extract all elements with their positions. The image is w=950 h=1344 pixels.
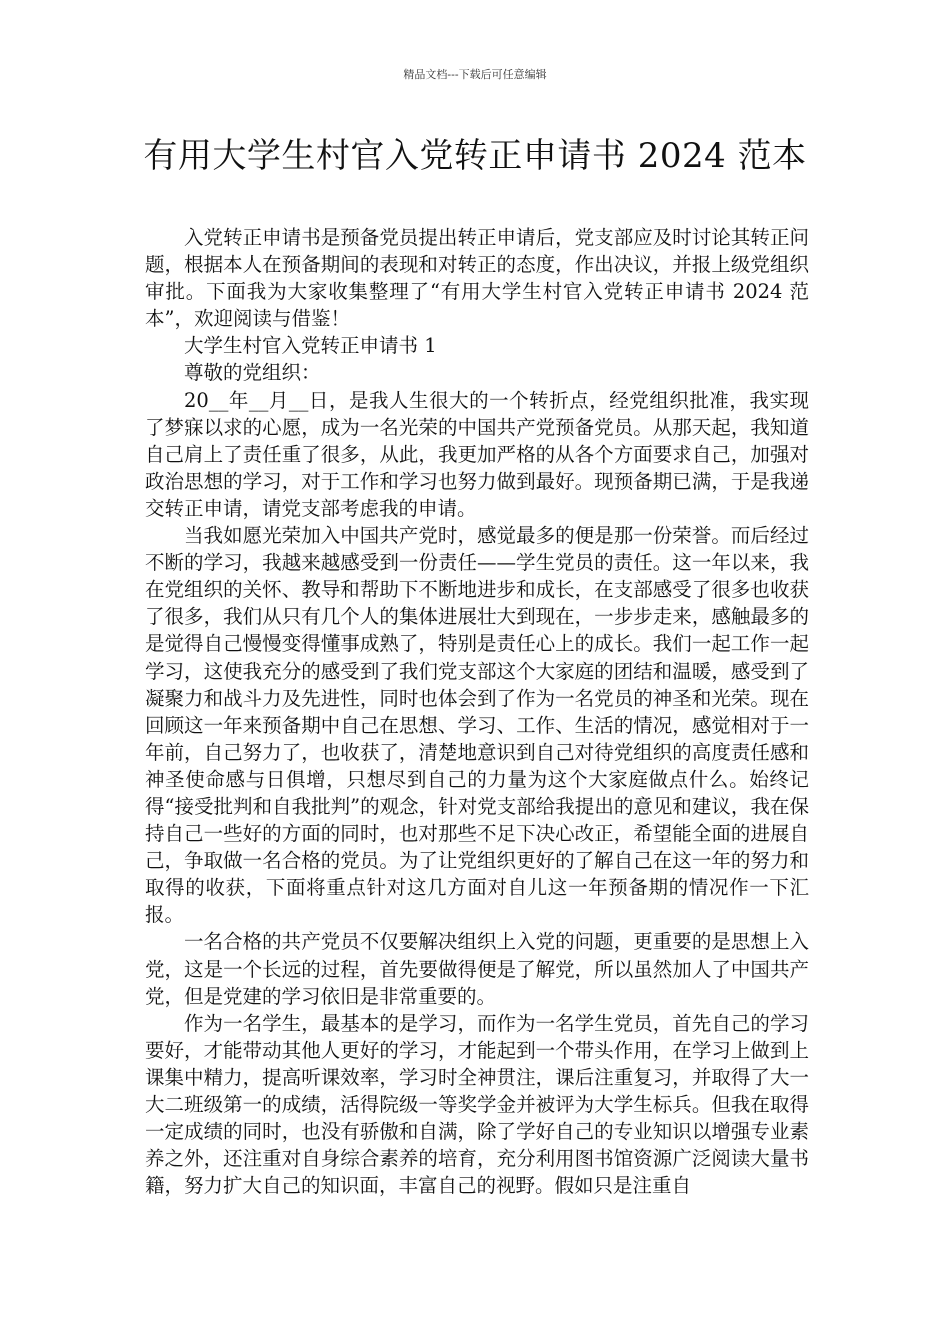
page-title: 有用大学生村官入党转正申请书 2024 范本 <box>143 136 807 176</box>
paragraph-salutation: 尊敬的党组织： <box>184 361 321 385</box>
paragraph-body: 作为一名学生，最基本的是学习，而作为一名学生党员，首先自己的学习要好，才能带动其他人更好的学习，才能起到一个带头作用，在学习上做到上课集中精力，提高听课效率，学习时全神贯注，课后注重复习，并取得了大一大二班级第一的成绩，活得院级一等奖学金并被评为大学生标兵。但我在取得一定成绩的同时，也没有骄傲和自满，除了学好自己的专业知识以增强专业素养之外，还注重对自身综合素养的培育，充分利用图书馆资源广泛阅读大量书籍，努力扩大自己的知识面，丰富自己的视野。假如只是注重自 <box>145 1011 809 1198</box>
header-note: 精品文档---下载后可任意编辑 <box>403 68 547 81</box>
paragraph-body: 当我如愿光荣加入中国共产党时，感觉最多的便是那一份荣誉。而后经过不断的学习，我越来越感受到一份责任——学生党员的责任。这一年以来，我在党组织的关怀、教导和帮助下不断地进步和成长，在支部感受了很多也收获了很多，我们从只有几个人的集体进展壮大到现在，一步步走来，感触最多的是觉得自己慢慢变得懂事成熟了，特别是责任心上的成长。我们一起工作一起学习，这使我充分的感受到了我们党支部这个大家庭的团结和温暖，感受到了凝聚力和战斗力及先进性，同时也体会到了作为一名党员的神圣和光荣。现在回顾这一年来预备期中自己在思想、学习、工作、生活的情况，感觉相对于一年前，自己努力了，也收获了，清楚地意识到自己对待党组织的高度责任感和神圣使命感与日俱增，只想尽到自己的力量为这个大家庭做点什么。始终记得“接受批判和自我批判”的观念，针对党支部给我提出的意见和建议，我在保持自己一些好的方面的同时，也对那些不足下决心改正，希望能全面的进展自己，争取做一名合格的党员。为了让党组织更好的了解自己在这一年的努力和取得的收获，下面将重点针对这几方面对自儿这一年预备期的情况作一下汇报。 <box>145 524 809 927</box>
paragraph-subheading: 大学生村官入党转正申请书 1 <box>184 334 437 358</box>
paragraph-body: 一名合格的共产党员不仅要解决组织上入党的问题，更重要的是思想上入党，这是一个长远的过程，首先要做得便是了解党，所以虽然加人了中国共产党，但是党建的学习依旧是非常重要的。 <box>145 930 809 1008</box>
paragraph-intro: 入党转正申请书是预备党员提出转正申请后，党支部应及时讨论其转正问题，根据本人在预备期间的表现和对转正的态度，作出决议，并报上级党组织审批。下面我为大家收集整理了“有用大学生村官入党转正申请书 2024 范本”，欢迎阅读与借鉴！ <box>145 226 809 331</box>
paragraph-body: 20__年__月__日，是我人生很大的一个转折点，经党组织批准，我实现了梦寐以求的心愿，成为一名光荣的中国共产党预备党员。从那天起，我知道自己肩上了责任重了很多，从此，我更加严格的从各个方面要求自己，加强对政治思想的学习，对于工作和学习也努力做到最好。现预备期已满，于是我递交转正申请，请党支部考虑我的申请。 <box>145 388 809 520</box>
document-body <box>145 224 809 1199</box>
